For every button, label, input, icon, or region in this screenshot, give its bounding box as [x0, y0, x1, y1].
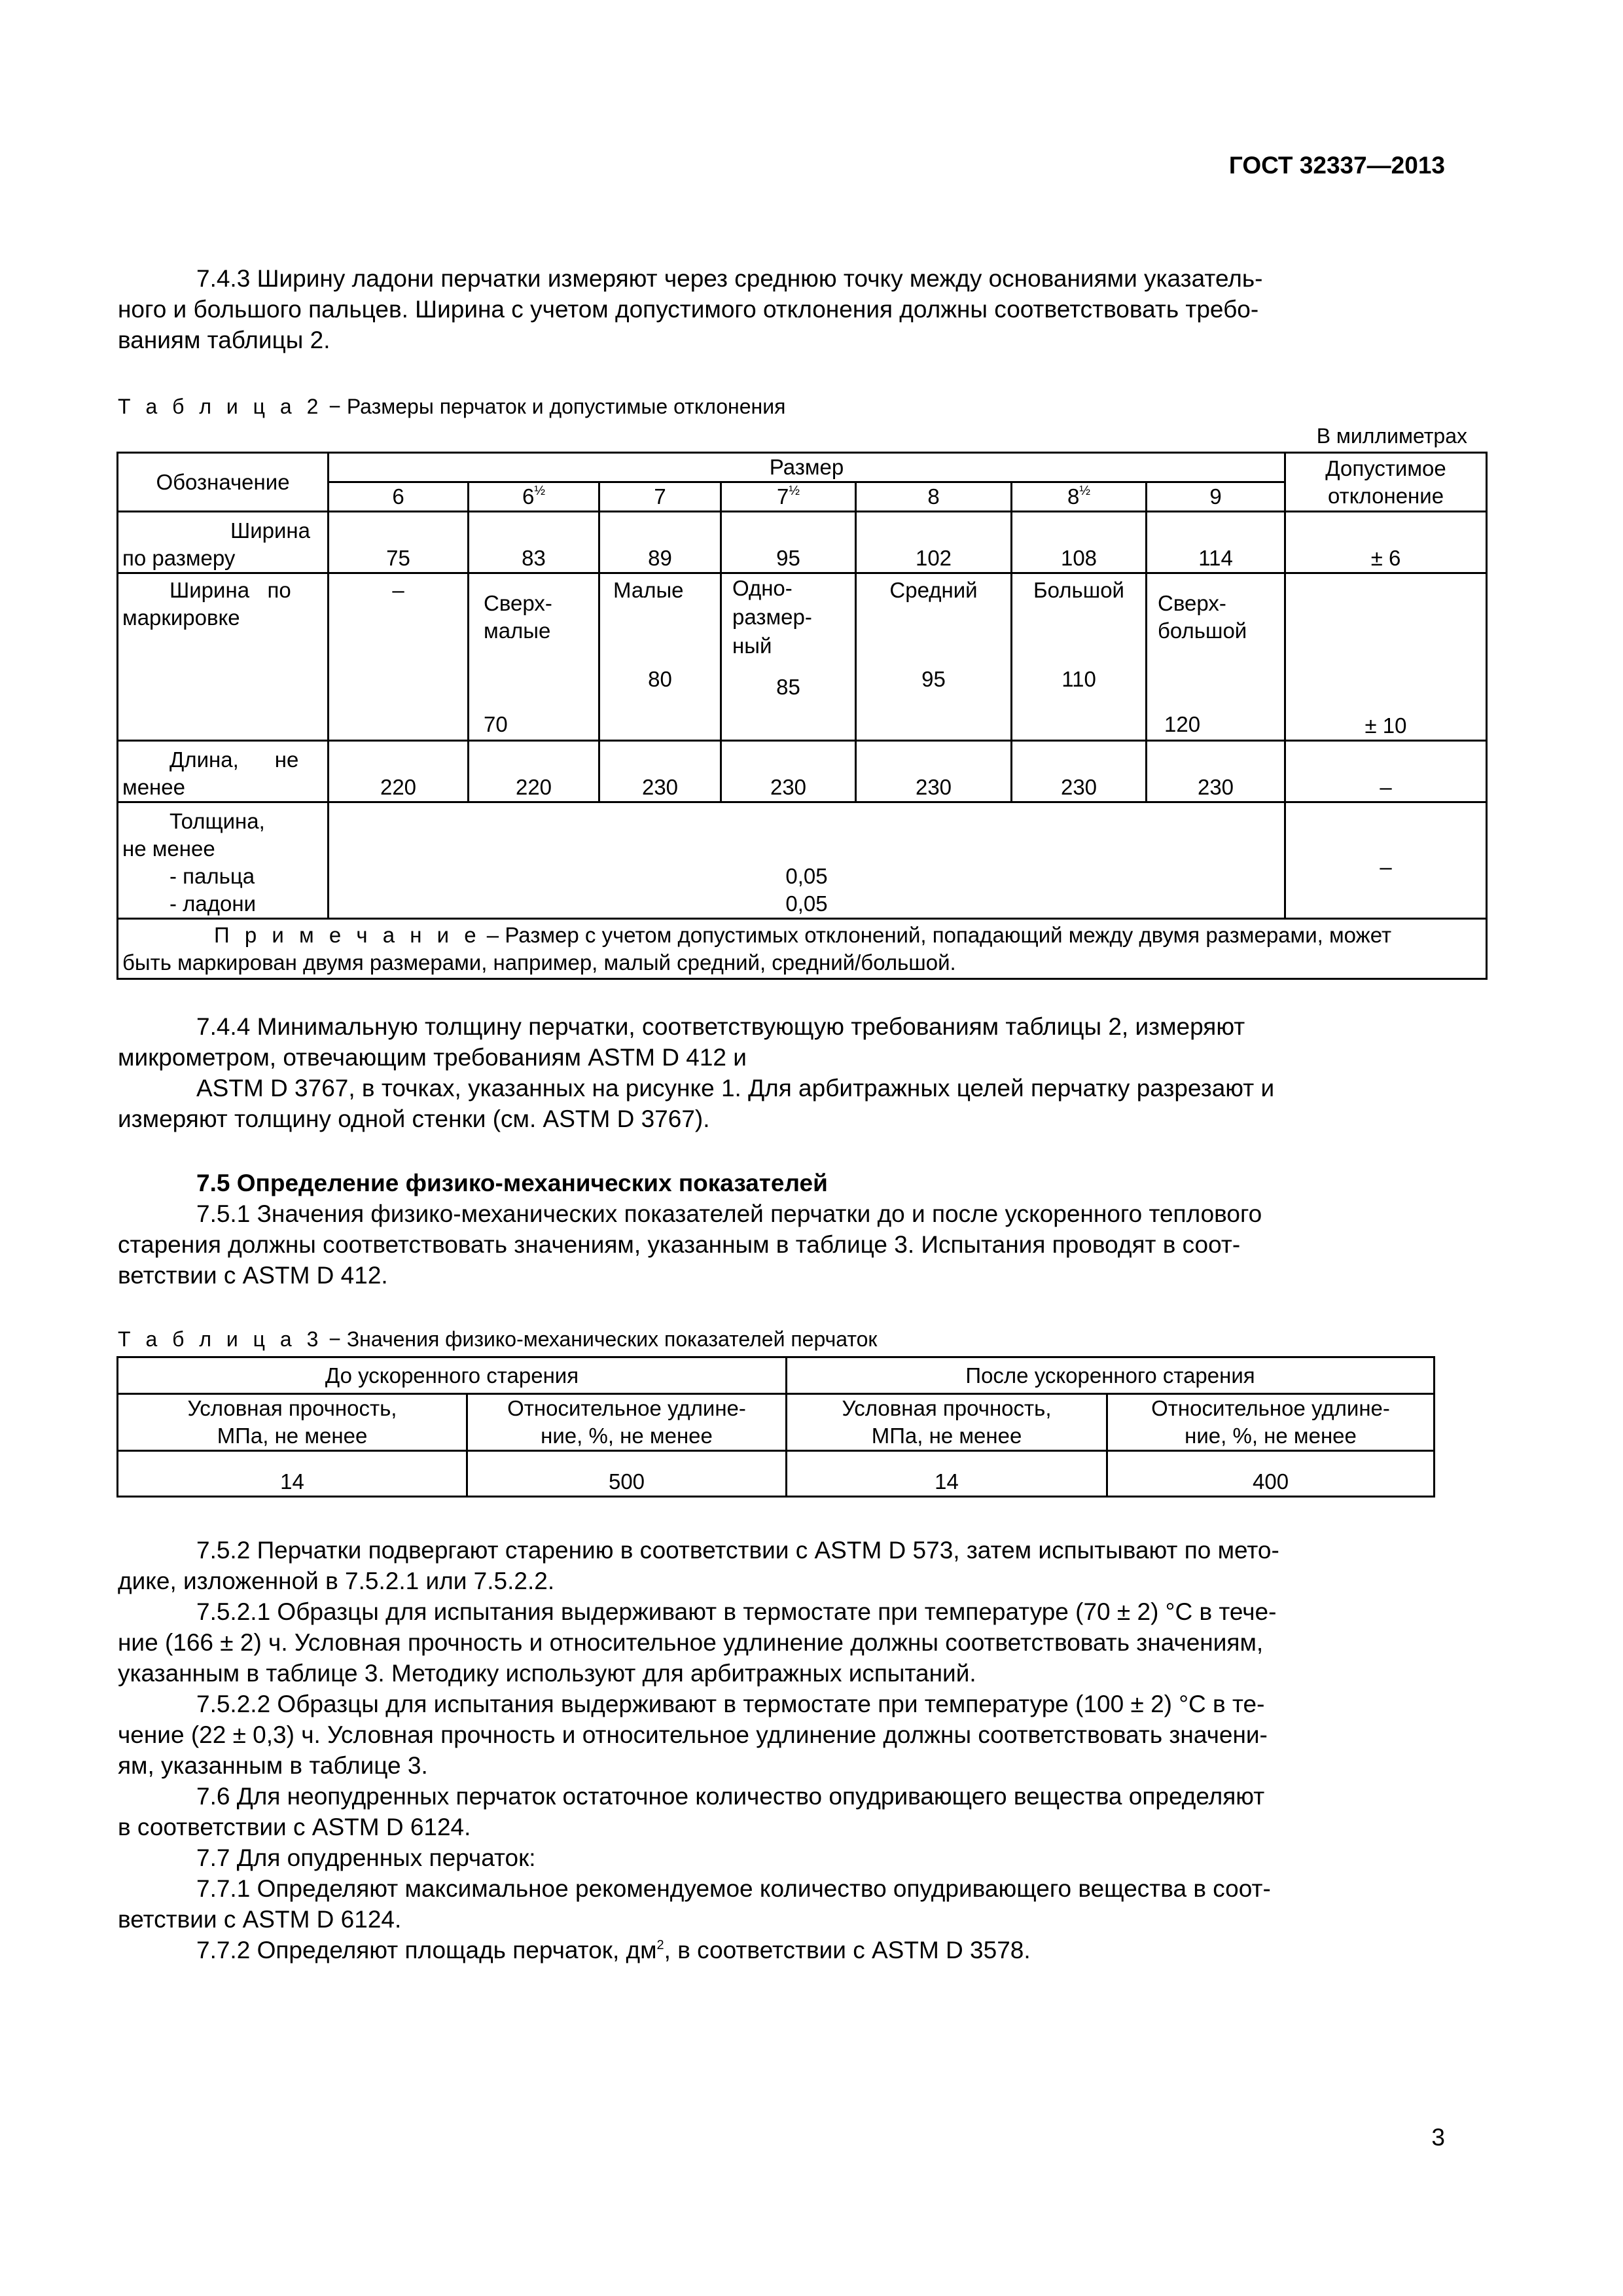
- row-label-thickness: [118, 802, 329, 919]
- paragraph-7-4-4: [118, 1011, 1446, 1134]
- table-cell: 500: [467, 1451, 787, 1497]
- header-line: Условная прочность,: [187, 1396, 397, 1420]
- header-tolerance-line: отклонение: [1327, 483, 1444, 508]
- text-line: чение (22 ± 0,3) ч. Условная прочность и относительное удлинение должны соответствовать значени-: [118, 1721, 1268, 1748]
- table-3-caption: [118, 1327, 877, 1352]
- row-label-marking: [118, 573, 329, 741]
- text-line: 7.4.3 Ширину ладони перчатки измеряют через среднюю точку между основаниями указатель-: [196, 265, 1263, 292]
- superscript: 2: [656, 1938, 664, 1952]
- row-label-line: Ширина: [230, 518, 310, 543]
- text-line: ваниям таблицы 2.: [118, 327, 330, 353]
- table-cell: –: [1285, 802, 1487, 919]
- row-label-line: маркировке: [122, 605, 240, 630]
- table-cell: 220: [469, 741, 599, 802]
- table-cell: [469, 573, 599, 741]
- table-2-caption: [118, 395, 785, 419]
- text-line: 7.5.1 Значения физико-механических показателей перчатки до и после ускоренного теплового: [196, 1200, 1262, 1227]
- text-line: ям, указанным в таблице 3.: [118, 1752, 428, 1779]
- table-cell: 230: [599, 741, 721, 802]
- table-cell: 102: [856, 512, 1012, 573]
- size-header: [1012, 482, 1147, 512]
- table-cell: [1012, 573, 1147, 741]
- header-strength: [118, 1394, 467, 1451]
- size-value: 6: [522, 484, 535, 509]
- table-cell: [599, 573, 721, 741]
- text-line: измеряют толщину одной стенки (см. ASTM D 3767).: [118, 1105, 710, 1132]
- row-label-line: Длина, не: [169, 747, 299, 772]
- table-cell: [1147, 573, 1285, 741]
- text-line: ветствии с ASTM D 6124.: [118, 1906, 402, 1933]
- text-line: дике, изложенной в 7.5.2.1 или 7.5.2.2.: [118, 1568, 555, 1594]
- marking-value: 70: [484, 712, 508, 736]
- document-designation: ГОСТ 32337—2013: [1228, 152, 1445, 179]
- header-elongation: [1107, 1394, 1435, 1451]
- header-line: Относительное удлине-: [507, 1396, 746, 1420]
- marking-name: Средний: [889, 578, 978, 602]
- marking-name: Одно- размер- ный: [732, 576, 812, 658]
- text-span: 7.7.2 Определяют площадь перчаток, дм: [196, 1937, 657, 1964]
- table-2: [116, 452, 1488, 980]
- table-cell: 230: [1012, 741, 1147, 802]
- header-after-aging: После ускоренного старения: [787, 1357, 1435, 1394]
- table-2-note: [118, 919, 1487, 979]
- size-header: [721, 482, 856, 512]
- marking-name: Сверх- малые: [484, 591, 552, 643]
- half-mark: ½: [789, 484, 800, 498]
- size-value: 7: [776, 484, 789, 509]
- table-3-label: Т а б л и ц а 3: [118, 1327, 323, 1351]
- row-label-line: Толщина,: [169, 809, 265, 833]
- table-cell: ± 6: [1285, 512, 1487, 573]
- text-line: указанным в таблице 3. Методику используют для арбитражных испытаний.: [118, 1660, 976, 1687]
- marking-value: 120: [1164, 712, 1201, 736]
- half-mark: ½: [534, 484, 546, 498]
- marking-value: 85: [776, 675, 800, 699]
- text-line: ASTM D 3767, в точках, указанных на рисунке 1. Для арбитражных целей перчатку разрезают и: [196, 1075, 1275, 1102]
- table-cell: 108: [1012, 512, 1147, 573]
- thickness-palm: 0,05: [785, 891, 828, 916]
- units-note: В миллиметрах: [1316, 424, 1467, 448]
- row-label-width: [118, 512, 329, 573]
- table-cell: 220: [329, 741, 469, 802]
- marking-name: Большой: [1033, 578, 1124, 602]
- table-3: [116, 1356, 1435, 1498]
- size-header: [469, 482, 599, 512]
- table-3-title: − Значения физико-механических показателей перчаток: [323, 1327, 878, 1351]
- header-before-aging: До ускоренного старения: [118, 1357, 787, 1394]
- marking-value: 95: [921, 667, 946, 691]
- header-line: ние, %, не менее: [541, 1424, 713, 1448]
- size-header: 9: [1147, 482, 1285, 512]
- section-7-5: [118, 1168, 1446, 1291]
- row-label-line: Ширина по: [169, 578, 291, 602]
- note-text: – Размер с учетом допустимых отклонений, попадающий между двумя размерами, может: [480, 922, 1392, 947]
- text-line: ние (166 ± 2) ч. Условная прочность и относительное удлинение должны соответствовать значениям,: [118, 1629, 1264, 1656]
- row-label-line: - ладони: [169, 891, 257, 916]
- table-cell: 230: [1147, 741, 1285, 802]
- note-text: быть маркирован двумя размерами, например, малый средний, средний/большой.: [122, 950, 956, 975]
- marking-name: Сверх- большой: [1158, 591, 1247, 643]
- header-line: МПа, не менее: [871, 1424, 1022, 1448]
- size-header: 7: [599, 482, 721, 512]
- marking-value: 110: [1061, 667, 1096, 691]
- text-line: [118, 1935, 1446, 1965]
- table-cell: ± 10: [1285, 573, 1487, 741]
- marking-name: –: [392, 578, 404, 602]
- row-label-line: по размеру: [122, 546, 236, 570]
- header-line: Относительное удлине-: [1151, 1396, 1390, 1420]
- header-designation: Обозначение: [118, 453, 329, 512]
- table-cell: 89: [599, 512, 721, 573]
- text-line: ного и большого пальцев. Ширина с учетом допустимого отклонения должны соответствовать требо-: [118, 296, 1259, 323]
- marking-value: 80: [648, 667, 672, 691]
- size-header: 6: [329, 482, 469, 512]
- table-2-title: − Размеры перчаток и допустимые отклонения: [323, 395, 786, 418]
- table-cell: 75: [329, 512, 469, 573]
- half-mark: ½: [1079, 484, 1091, 498]
- text-line: 7.7 Для опудренных перчаток:: [196, 1844, 536, 1871]
- table-cell-thickness: [329, 802, 1285, 919]
- page-number: 3: [1431, 2124, 1445, 2151]
- table-cell: [721, 573, 856, 741]
- header-line: ние, %, не менее: [1185, 1424, 1357, 1448]
- table-cell: 83: [469, 512, 599, 573]
- header-line: Условная прочность,: [842, 1396, 1052, 1420]
- table-cell: [329, 573, 469, 741]
- text-line: 7.5.2.1 Образцы для испытания выдерживают в термостате при температуре (70 ± 2) °С в тече-: [196, 1598, 1277, 1625]
- text-line: 7.5.2 Перчатки подвергают старению в соответствии с ASTM D 573, затем испытывают по мето-: [196, 1537, 1279, 1564]
- thickness-finger: 0,05: [785, 864, 828, 888]
- table-cell: 95: [721, 512, 856, 573]
- table-cell: [856, 573, 1012, 741]
- size-header: 8: [856, 482, 1012, 512]
- marking-name: Малые: [613, 578, 684, 602]
- text-line: 7.6 Для неопудренных перчаток остаточное количество опудривающего вещества определяют: [196, 1783, 1265, 1810]
- header-size: Размер: [329, 453, 1285, 482]
- text-line: старения должны соответствовать значениям, указанным в таблице 3. Испытания проводят в соот-: [118, 1231, 1241, 1258]
- row-label-line: не менее: [122, 836, 215, 861]
- row-label-line: - пальца: [169, 864, 255, 888]
- header-strength: [787, 1394, 1107, 1451]
- text-line: 7.5.2.2 Образцы для испытания выдерживают в термостате при температуре (100 ± 2) °С в те-: [196, 1691, 1265, 1717]
- table-cell: 230: [721, 741, 856, 802]
- header-tolerance: [1285, 453, 1487, 512]
- table-cell: 400: [1107, 1451, 1435, 1497]
- text-line: 7.4.4 Минимальную толщину перчатки, соответствующую требованиям таблицы 2, измеряют: [196, 1013, 1245, 1040]
- paragraph-7-4-3: [118, 263, 1446, 355]
- row-label-line: менее: [122, 775, 185, 799]
- header-line: МПа, не менее: [217, 1424, 368, 1448]
- table-cell: 14: [118, 1451, 467, 1497]
- note-label: П р и м е ч а н и е: [214, 922, 481, 947]
- text-line: ветствии с ASTM D 412.: [118, 1262, 388, 1289]
- size-value: 8: [1067, 484, 1080, 509]
- table-cell: 14: [787, 1451, 1107, 1497]
- text-line: 7.7.1 Определяют максимальное рекомендуемое количество опудривающего вещества в соот-: [196, 1875, 1271, 1902]
- paragraphs-7-5-2-to-7-7-2: [118, 1535, 1446, 1965]
- header-elongation: [467, 1394, 787, 1451]
- text-line: микрометром, отвечающим требованиям ASTM D 412 и: [118, 1044, 747, 1071]
- table-cell: –: [1285, 741, 1487, 802]
- text-line: в соответствии с ASTM D 6124.: [118, 1814, 471, 1840]
- table-2-label: Т а б л и ц а 2: [118, 395, 323, 418]
- table-cell: 230: [856, 741, 1012, 802]
- text-span: , в соответствии с ASTM D 3578.: [664, 1937, 1031, 1964]
- section-heading: 7.5 Определение физико-механических показателей: [196, 1170, 828, 1196]
- header-tolerance-line: Допустимое: [1325, 456, 1446, 480]
- table-cell: 114: [1147, 512, 1285, 573]
- row-label-length: [118, 741, 329, 802]
